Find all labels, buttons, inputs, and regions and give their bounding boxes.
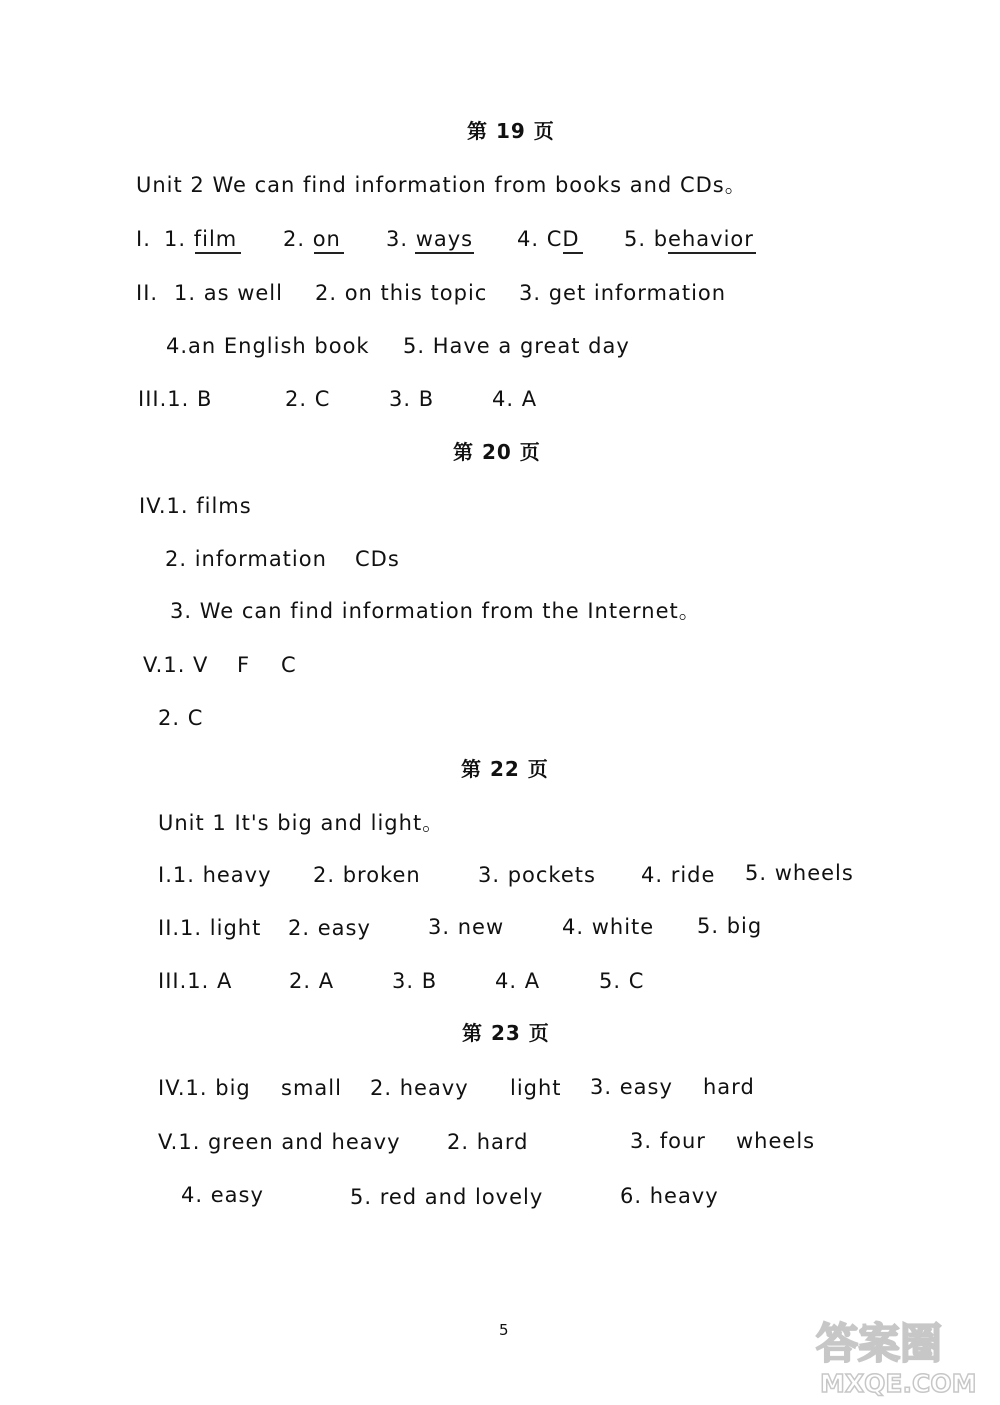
answer-v-1b: F (237, 653, 251, 677)
answer-ii-4: 4.an English book (166, 334, 370, 358)
underline-cd (563, 252, 583, 254)
answer-ii-3: 3. get information (519, 281, 727, 305)
answer-iii-2: 2. C (285, 387, 331, 411)
underline-ways (415, 252, 474, 254)
underline-on (314, 252, 344, 254)
answer-23-v-2: 2. hard (447, 1130, 529, 1154)
watermark-logo (812, 1312, 992, 1397)
answer-v-1a: V.1. V (143, 653, 209, 677)
answer-23-iv-1a: IV.1. big (158, 1076, 251, 1100)
answer-23-v-3a: 3. four (630, 1129, 706, 1153)
answer-iv-1: IV.1. films (139, 494, 252, 518)
svg-text:答案圈: 答案圈 (816, 1319, 943, 1368)
answer-iii-3: 3. B (389, 387, 435, 411)
answer-23-v-5: 5. red and lovely (350, 1185, 544, 1209)
heading-page-23: 第 23 页 (462, 1021, 550, 1045)
answer-iv-3: 3. We can find information from the Internet。 (170, 599, 701, 623)
answer-23-v-6: 6. heavy (620, 1184, 719, 1208)
underline-film (195, 252, 241, 254)
answer-23-iv-2a: 2. heavy (370, 1076, 469, 1100)
answer-22-iii-2: 2. A (289, 969, 335, 993)
answer-22-iii-3: 3. B (392, 969, 438, 993)
answer-22-i-2: 2. broken (313, 863, 421, 887)
answer-22-ii-4: 4. white (562, 915, 655, 939)
answer-ii-1: 1. as well (174, 281, 283, 305)
answer-23-iv-3a: 3. easy (590, 1075, 673, 1099)
answer-22-i-3: 3. pockets (478, 863, 596, 887)
answer-i-2: 2. on (283, 227, 341, 251)
answer-v-1c: C (281, 653, 297, 677)
answer-22-iii-4: 4. A (495, 969, 541, 993)
answer-iii-4: 4. A (492, 387, 538, 411)
answer-iv-2b: CDs (355, 547, 400, 571)
answer-22-i-5: 5. wheels (745, 861, 854, 885)
answer-23-iv-2b: light (510, 1076, 562, 1100)
answer-i-5: 5. behavior (624, 227, 754, 251)
answer-22-i-1: I.1. heavy (158, 863, 272, 887)
underline-behavior (668, 252, 756, 254)
answer-22-i-4: 4. ride (641, 863, 716, 887)
answer-i-4: 4. CD (517, 227, 580, 251)
heading-page-20: 第 20 页 (453, 440, 541, 464)
answer-22-ii-2: 2. easy (288, 916, 371, 940)
heading-page-22: 第 22 页 (461, 757, 549, 781)
answer-i-1: 1. film (164, 227, 238, 251)
answer-22-ii-3: 3. new (428, 915, 505, 939)
answer-i-3: 3. ways (386, 227, 474, 251)
exercise-ii-label: II. (136, 281, 159, 305)
answer-23-iv-1b: small (281, 1076, 342, 1100)
heading-page-19: 第 19 页 (467, 119, 555, 143)
answer-v-2: 2. C (158, 706, 204, 730)
answer-22-iii-1: III.1. A (158, 969, 233, 993)
unit-1-title: Unit 1 It's big and light。 (158, 811, 445, 835)
svg-text:MXQE.COM: MXQE.COM (820, 1369, 977, 1397)
answer-ii-5: 5. Have a great day (403, 334, 630, 358)
exercise-i-label: I. (136, 227, 151, 251)
unit-2-title: Unit 2 We can find information from books and CDs。 (136, 173, 747, 197)
answer-22-iii-5: 5. C (599, 969, 645, 993)
answer-23-v-1: V.1. green and heavy (158, 1130, 401, 1154)
answer-22-ii-1: II.1. light (158, 916, 262, 940)
answer-ii-2: 2. on this topic (315, 281, 488, 305)
answer-iv-2a: 2. information (165, 547, 327, 571)
answer-iii-1: III.1. B (138, 387, 213, 411)
answer-23-iv-3b: hard (703, 1075, 755, 1099)
answer-22-ii-5: 5. big (697, 914, 763, 938)
answer-23-v-3b: wheels (736, 1129, 816, 1153)
page-number: 5 (499, 1321, 509, 1339)
answer-23-v-4: 4. easy (181, 1183, 264, 1207)
